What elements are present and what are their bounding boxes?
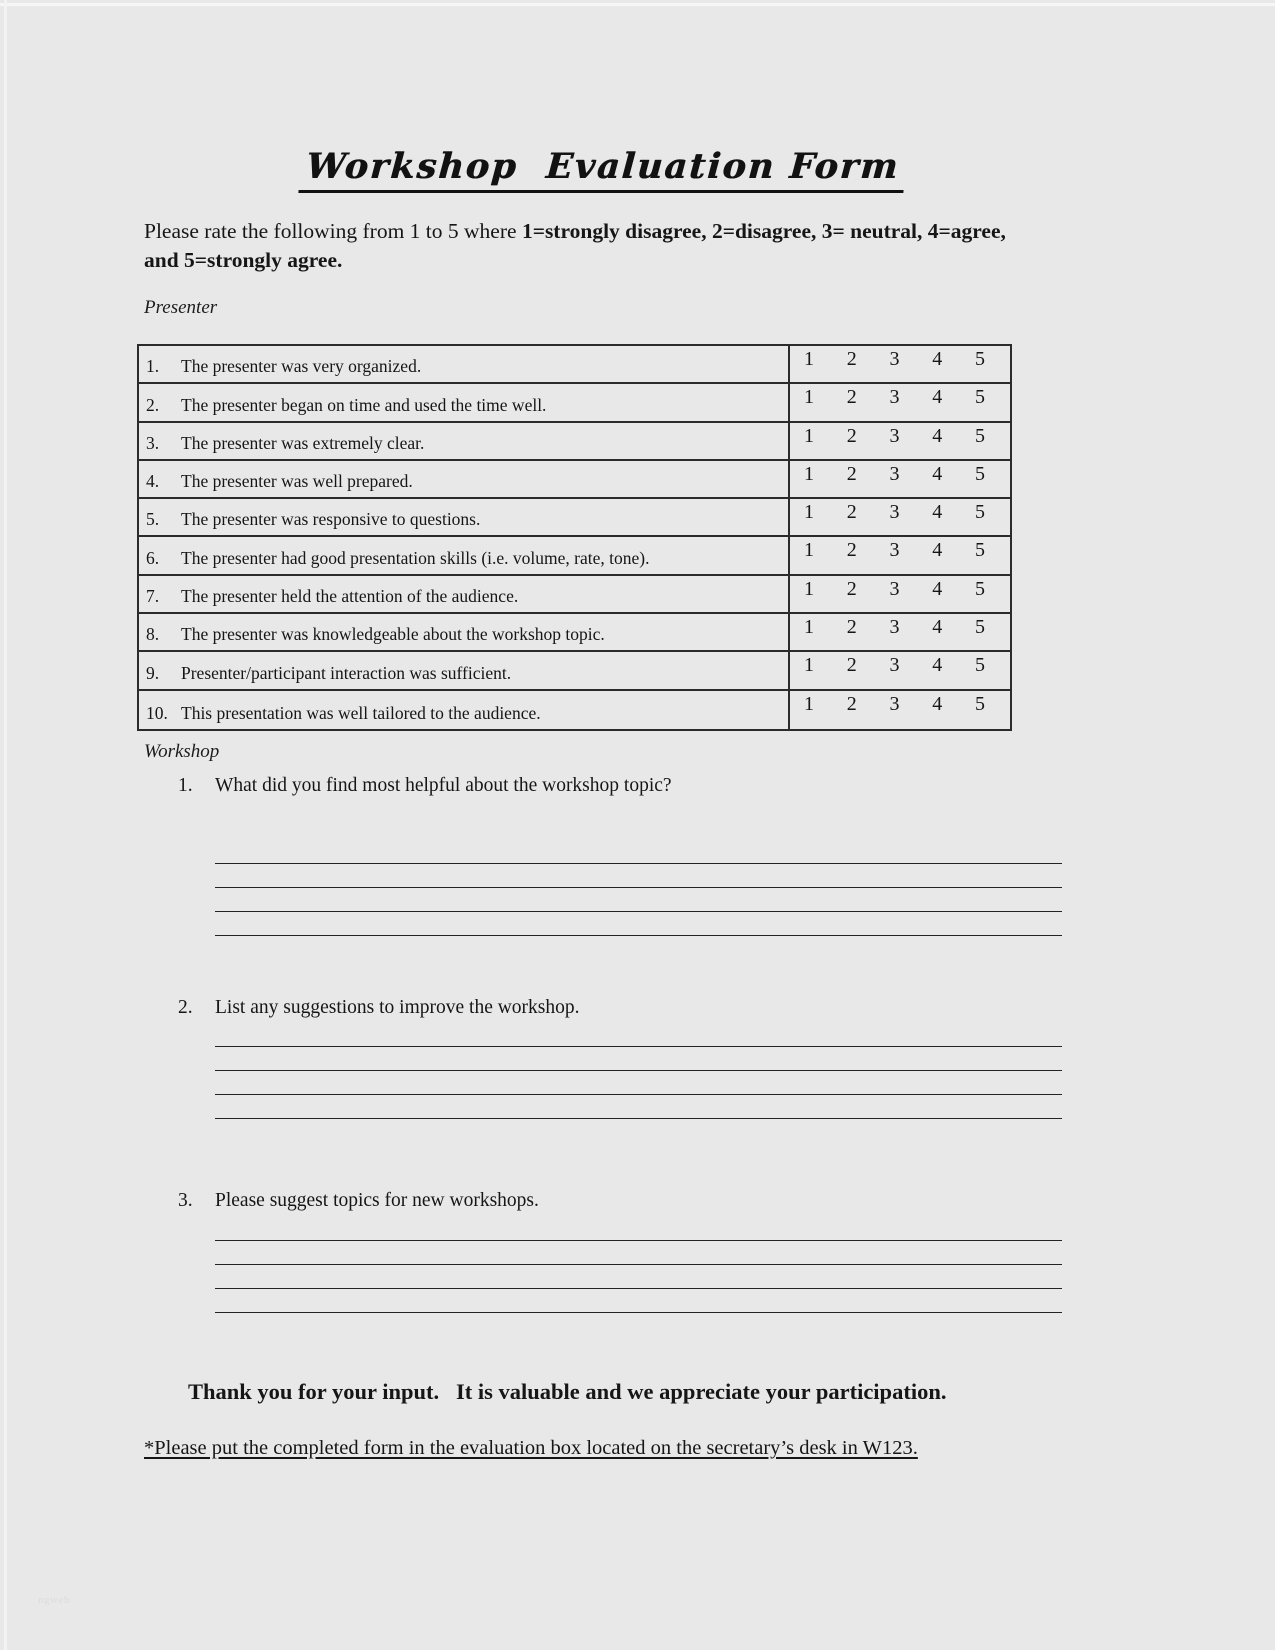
rating-scale-cell xyxy=(790,691,1010,729)
rating-option[interactable]: 2 xyxy=(846,539,857,562)
question-text: List any suggestions to improve the workshop. xyxy=(215,997,580,1018)
statement-number: 5. xyxy=(146,509,160,530)
rating-option[interactable]: 4 xyxy=(932,539,943,562)
rating-option[interactable]: 5 xyxy=(975,348,985,370)
rating-option[interactable]: 5 xyxy=(975,424,985,447)
rating-option[interactable]: 2 xyxy=(846,616,857,639)
statement-number: 9. xyxy=(146,662,160,683)
rating-option[interactable]: 5 xyxy=(975,386,985,409)
rating-option[interactable]: 2 xyxy=(846,348,857,370)
statement-cell xyxy=(139,461,790,497)
rating-option[interactable]: 5 xyxy=(975,501,985,524)
statement-cell xyxy=(139,691,790,729)
rating-option[interactable]: 1 xyxy=(804,424,814,447)
submission-note: *Please put the completed form in the evaluation box located on the secretary’s desk in W123. xyxy=(144,1437,918,1459)
rating-option[interactable]: 4 xyxy=(932,348,943,370)
question-number: 2. xyxy=(178,997,193,1018)
statement-number: 6. xyxy=(146,547,160,568)
question-text: Please suggest topics for new workshops. xyxy=(215,1190,539,1211)
rating-option[interactable]: 3 xyxy=(889,654,900,677)
rating-option[interactable]: 3 xyxy=(889,386,900,409)
rating-option[interactable]: 4 xyxy=(932,501,943,524)
answer-line[interactable] xyxy=(215,1071,1062,1095)
answer-line[interactable] xyxy=(215,1241,1062,1265)
rating-option[interactable]: 2 xyxy=(846,501,857,524)
table-row xyxy=(139,499,1010,537)
table-row xyxy=(139,346,1010,384)
rating-option[interactable]: 3 xyxy=(889,462,900,485)
statement-text: The presenter was knowledgeable about the workshop topic. xyxy=(181,624,605,645)
table-row xyxy=(139,537,1010,575)
rating-option[interactable]: 1 xyxy=(804,501,814,524)
statement-number: 4. xyxy=(146,471,160,492)
rating-option[interactable]: 1 xyxy=(804,577,814,600)
statement-cell xyxy=(139,499,790,535)
statement-number: 10. xyxy=(146,702,168,723)
rating-option[interactable]: 3 xyxy=(889,539,900,562)
question-line xyxy=(178,997,1062,1019)
rating-option[interactable]: 3 xyxy=(889,616,900,639)
rating-scale-cell xyxy=(790,423,1010,459)
statement-cell xyxy=(139,423,790,459)
rating-option[interactable]: 4 xyxy=(932,386,943,409)
rating-option[interactable]: 1 xyxy=(804,348,814,370)
page-title: Workshop Evaluation Form xyxy=(299,146,907,193)
table-row xyxy=(139,614,1010,652)
rating-scale-cell xyxy=(790,652,1010,688)
statement-cell xyxy=(139,384,790,420)
statement-text: The presenter was responsive to questions. xyxy=(181,509,481,530)
answer-line[interactable] xyxy=(215,1265,1062,1289)
statement-number: 7. xyxy=(146,586,160,607)
table-row xyxy=(139,423,1010,461)
workshop-question xyxy=(178,775,1062,936)
question-number: 3. xyxy=(178,1190,193,1211)
answer-line[interactable] xyxy=(215,1047,1062,1071)
rating-option[interactable]: 1 xyxy=(804,692,814,715)
rating-option[interactable]: 5 xyxy=(975,654,985,677)
statement-number: 1. xyxy=(146,356,160,377)
workshop-question xyxy=(178,997,1062,1119)
question-line xyxy=(178,1190,1062,1212)
statement-cell xyxy=(139,614,790,650)
rating-option[interactable]: 5 xyxy=(975,577,985,600)
question-number: 1. xyxy=(178,775,193,796)
statement-text: The presenter was extremely clear. xyxy=(181,432,425,453)
answer-line[interactable] xyxy=(215,912,1062,936)
rating-option[interactable]: 4 xyxy=(932,577,943,600)
statement-text: The presenter held the attention of the audience. xyxy=(181,586,519,607)
rating-scale-cell xyxy=(790,576,1010,612)
rating-option[interactable]: 1 xyxy=(804,462,814,485)
statement-text: The presenter was well prepared. xyxy=(181,471,413,492)
rating-option[interactable]: 5 xyxy=(975,616,985,639)
question-line xyxy=(178,775,1062,797)
rating-option[interactable]: 3 xyxy=(889,577,900,600)
watermark-text: ngweb xyxy=(38,1594,70,1606)
answer-line[interactable] xyxy=(215,840,1062,864)
statement-number: 2. xyxy=(146,394,160,415)
rating-option[interactable]: 1 xyxy=(804,654,814,677)
table-row xyxy=(139,691,1010,729)
answer-lines xyxy=(215,1217,1062,1313)
rating-option[interactable]: 1 xyxy=(804,539,814,562)
rating-option[interactable]: 2 xyxy=(846,424,857,447)
rating-option[interactable]: 5 xyxy=(975,462,985,485)
rating-option[interactable]: 4 xyxy=(932,654,943,677)
rating-option[interactable]: 3 xyxy=(889,424,900,447)
rating-scale-cell xyxy=(790,461,1010,497)
rating-scale-cell xyxy=(790,384,1010,420)
rating-option[interactable]: 2 xyxy=(846,692,857,715)
thank-you-text: Thank you for your input. It is valuable and we appreciate your participation. xyxy=(188,1379,947,1404)
rating-option[interactable]: 3 xyxy=(889,348,900,370)
workshop-question xyxy=(178,1190,1062,1313)
table-row xyxy=(139,384,1010,422)
statement-cell xyxy=(139,537,790,573)
answer-line[interactable] xyxy=(215,864,1062,888)
table-row xyxy=(139,652,1010,690)
instructions-scale-text: 1=strongly disagree, 2=disagree, 3= neutral, 4=agree, and 5=strongly agree. xyxy=(144,219,1006,272)
rating-option[interactable]: 1 xyxy=(804,386,814,409)
statement-text: The presenter was very organized. xyxy=(181,356,422,377)
statement-cell xyxy=(139,576,790,612)
question-text: What did you find most helpful about the workshop topic? xyxy=(215,775,672,796)
instructions-normal-text: Please rate the following from 1 to 5 where xyxy=(144,219,522,243)
rating-scale-cell xyxy=(790,346,1010,382)
statement-number: 8. xyxy=(146,624,160,645)
presenter-section-label: Presenter xyxy=(144,297,218,318)
rating-scale-cell xyxy=(790,499,1010,535)
answer-line[interactable] xyxy=(215,1217,1062,1241)
title-wrap xyxy=(144,146,1062,193)
rating-option[interactable]: 2 xyxy=(846,386,857,409)
statement-text: Presenter/participant interaction was sufficient. xyxy=(181,662,512,683)
rating-option[interactable]: 4 xyxy=(932,616,943,639)
rating-option[interactable]: 3 xyxy=(889,692,900,715)
rating-option[interactable]: 2 xyxy=(846,654,857,677)
rating-option[interactable]: 5 xyxy=(975,539,985,562)
rating-option[interactable]: 4 xyxy=(932,424,943,447)
answer-line[interactable] xyxy=(215,1023,1062,1047)
statement-cell xyxy=(139,346,790,382)
table-row xyxy=(139,461,1010,499)
rating-scale-cell xyxy=(790,614,1010,650)
rating-option[interactable]: 5 xyxy=(975,692,985,715)
rating-scale-cell xyxy=(790,537,1010,573)
statement-number: 3. xyxy=(146,432,160,453)
rating-option[interactable]: 4 xyxy=(932,462,943,485)
table-row xyxy=(139,576,1010,614)
statement-text: The presenter began on time and used the time well. xyxy=(181,394,547,415)
presenter-rating-table xyxy=(137,344,1012,731)
rating-option[interactable]: 3 xyxy=(889,501,900,524)
rating-option[interactable]: 1 xyxy=(804,616,814,639)
workshop-section-label: Workshop xyxy=(144,741,220,762)
rating-option[interactable]: 4 xyxy=(932,692,943,715)
statement-cell xyxy=(139,652,790,688)
answer-line[interactable] xyxy=(215,888,1062,912)
answer-line[interactable] xyxy=(215,1289,1062,1313)
rating-option[interactable]: 2 xyxy=(846,577,857,600)
statement-text: This presentation was well tailored to the audience. xyxy=(181,702,541,723)
statement-text: The presenter had good presentation skills (i.e. volume, rate, tone). xyxy=(181,547,650,568)
answer-lines xyxy=(215,840,1062,936)
rating-instructions xyxy=(144,217,1029,274)
rating-option[interactable]: 2 xyxy=(846,462,857,485)
answer-line[interactable] xyxy=(215,1095,1062,1119)
answer-lines xyxy=(215,1023,1062,1119)
